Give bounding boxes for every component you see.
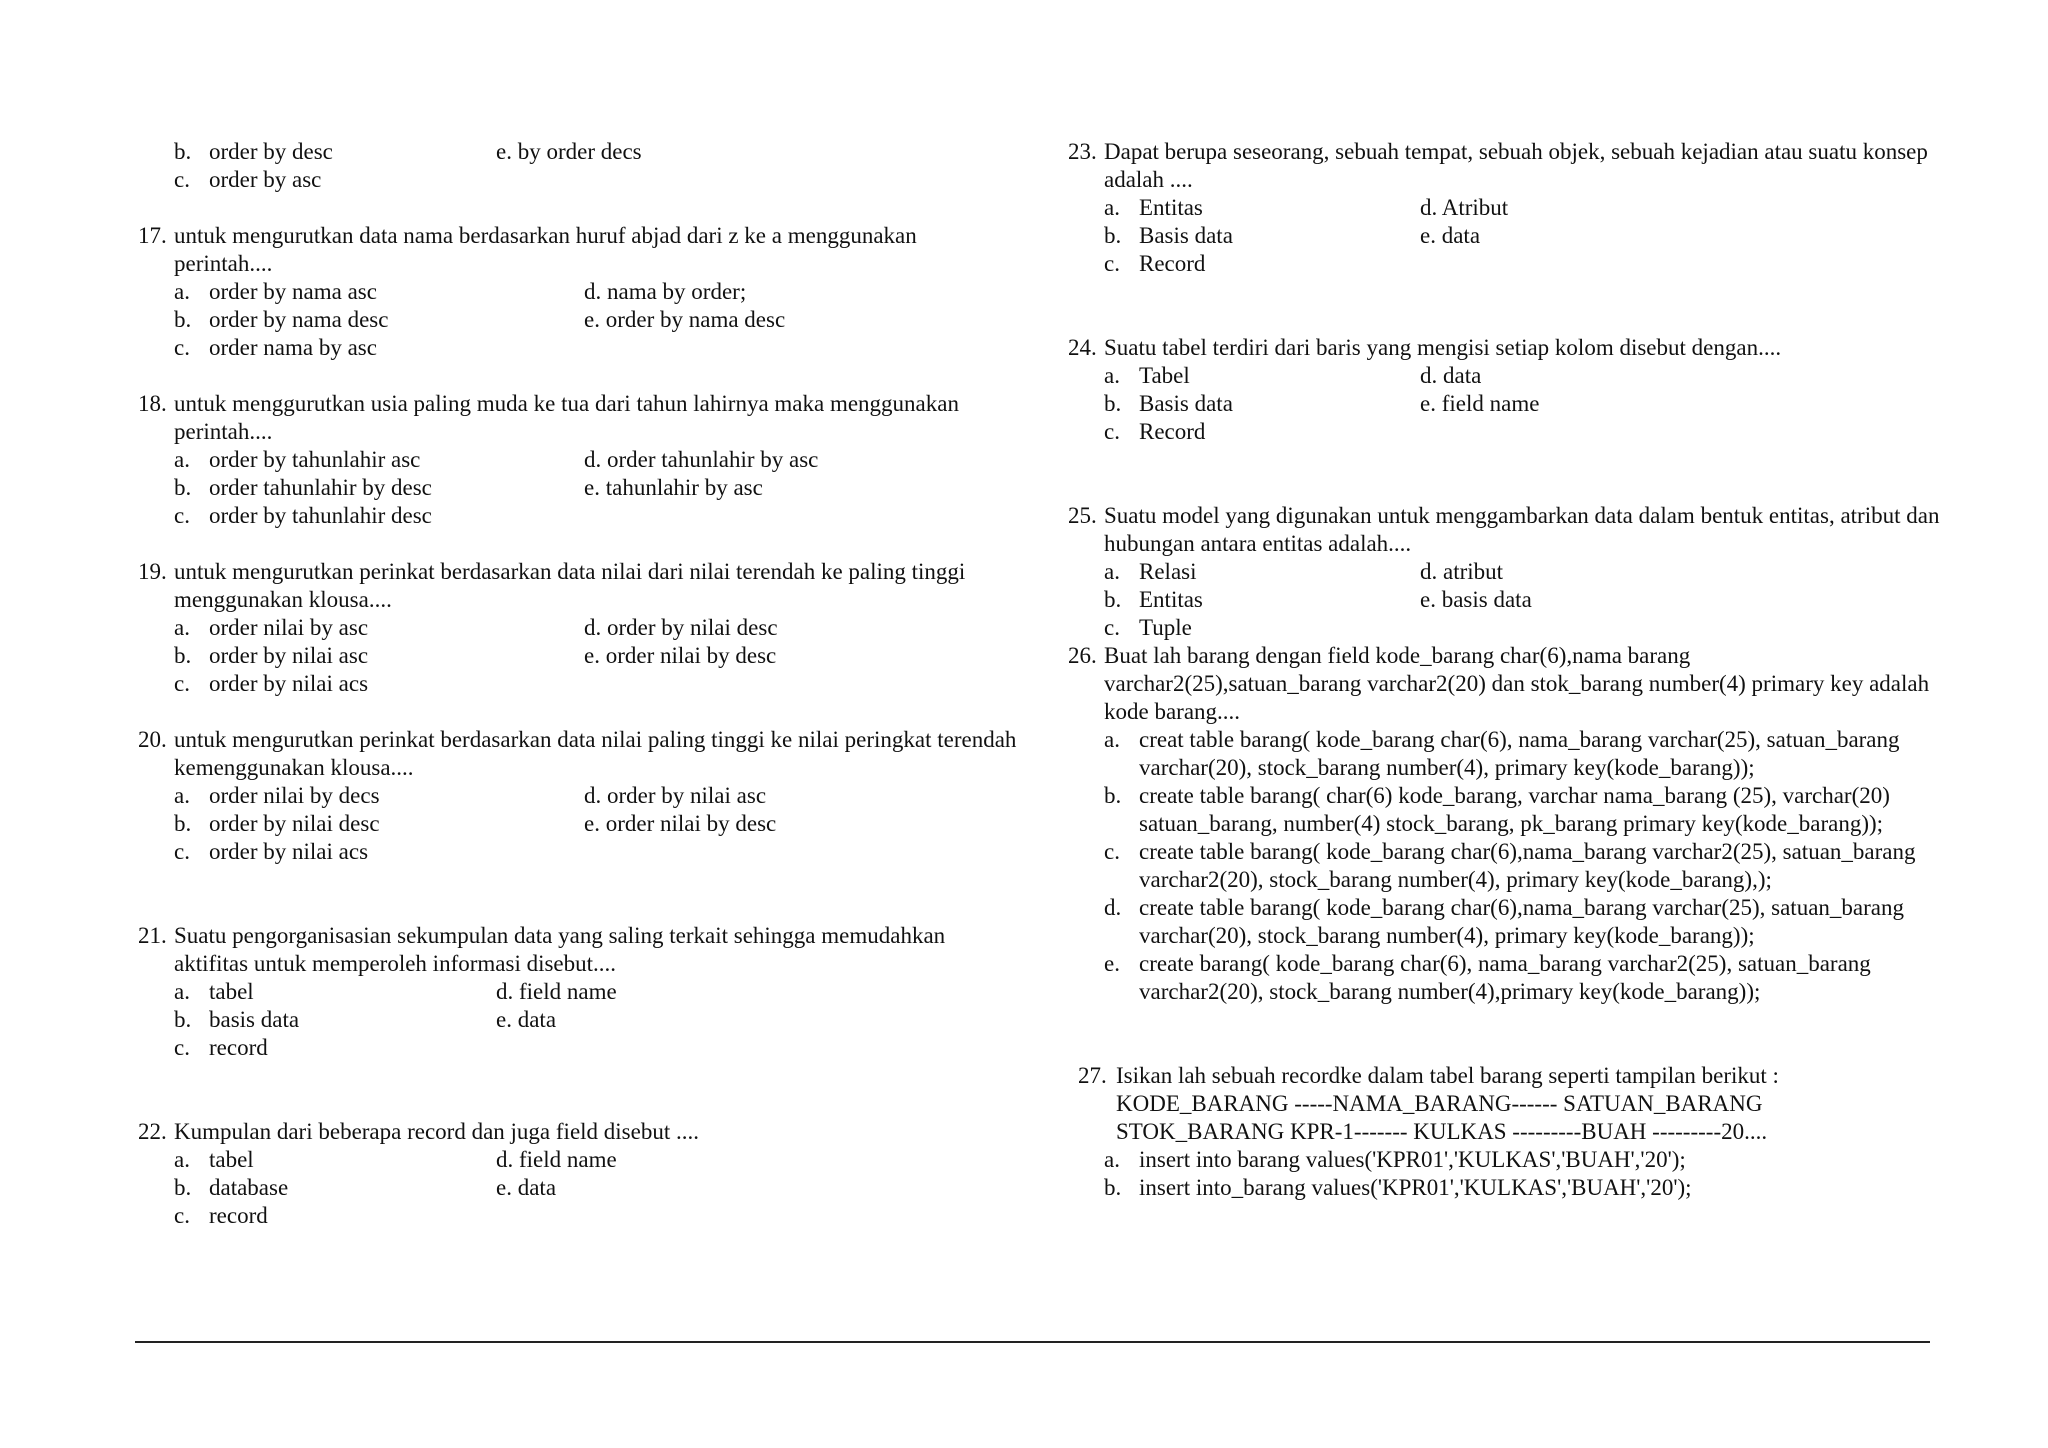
option-b — [174, 1174, 496, 1202]
option-text: Entitas — [1139, 587, 1203, 612]
options-q22 — [174, 1146, 1018, 1230]
option-text: order by nilai acs — [209, 671, 369, 696]
option-letter: b. — [174, 1175, 192, 1200]
question-19 — [138, 558, 1018, 698]
question-text: untuk menggurutkan usia paling muda ke tua dari tahun lahirnya maka menggunakan perintah.... — [174, 391, 959, 444]
option-text: Record — [1139, 251, 1206, 276]
option-empty — [496, 1202, 1018, 1230]
option-d — [496, 1146, 1018, 1174]
option-text: insert into_barang values('KPR01','KULKAS','BUAH','20'); — [1139, 1175, 1692, 1200]
option-letter: d. — [584, 279, 602, 304]
option-text: order by desc — [209, 139, 333, 164]
option-empty — [1420, 250, 1948, 278]
option-a — [174, 278, 584, 306]
option-b — [174, 810, 584, 838]
option-c — [174, 502, 584, 530]
option-letter: c. — [1104, 419, 1120, 444]
option-letter: d. — [1420, 195, 1438, 220]
option-letter: d. — [1420, 559, 1438, 584]
option-e — [584, 474, 1018, 502]
option-letter: a. — [174, 1147, 190, 1172]
option-letter: d. — [1104, 895, 1122, 920]
question-27 — [1068, 1062, 1948, 1202]
option-e — [496, 138, 1018, 166]
option-c — [174, 838, 584, 866]
option-text: nama by order; — [607, 279, 747, 304]
question-stem — [138, 726, 1018, 782]
option-letter: d. — [1420, 363, 1438, 388]
option-c — [174, 166, 496, 194]
option-empty — [1420, 418, 1948, 446]
option-text: creat table barang( kode_barang char(6), nama_barang varchar(25), satuan_barang varchar(20), stock_barang number(4), primary key(kode_barang)); — [1139, 727, 1900, 780]
option-b — [1104, 222, 1420, 250]
option-e — [584, 642, 1018, 670]
question-stem — [138, 922, 1018, 978]
bottom-divider — [135, 1341, 1930, 1343]
option-b — [1104, 1174, 1948, 1202]
option-letter: b. — [1104, 223, 1122, 248]
table-record-line: STOK_BARANG KPR-1------- KULKAS ---------BUAH ---------20.... — [1116, 1119, 1768, 1144]
option-letter: a. — [1104, 727, 1120, 752]
option-letter: a. — [174, 783, 190, 808]
table-header-line: KODE_BARANG -----NAMA_BARANG------ SATUAN_BARANG — [1116, 1091, 1763, 1116]
option-letter: b. — [174, 811, 192, 836]
question-stem — [138, 558, 1018, 614]
option-b — [174, 1006, 496, 1034]
option-b — [174, 306, 584, 334]
option-text: order by nilai acs — [209, 839, 369, 864]
option-letter: b. — [174, 307, 192, 332]
option-text: create table barang( kode_barang char(6),nama_barang varchar(25), satuan_barang varchar(20), stock_barang number(4), primary key(kode_barang)); — [1139, 895, 1904, 948]
option-letter: e. — [1420, 587, 1436, 612]
option-text: order nilai by asc — [209, 615, 369, 640]
option-e — [496, 1174, 1018, 1202]
question-text: Suatu tabel terdiri dari baris yang mengisi setiap kolom disebut dengan.... — [1104, 335, 1782, 360]
option-a — [1104, 362, 1420, 390]
question-17 — [138, 222, 1018, 362]
option-text: order nama by asc — [209, 335, 377, 360]
option-text: order by nilai desc — [209, 811, 380, 836]
option-text: order nilai by desc — [605, 811, 777, 836]
option-empty — [496, 166, 1018, 194]
option-letter: a. — [174, 447, 190, 472]
question-text: Isikan lah sebuah recordke dalam tabel barang seperti tampilan berikut : — [1116, 1063, 1779, 1088]
question-22 — [138, 1118, 1018, 1230]
option-c — [174, 1202, 496, 1230]
question-23 — [1068, 138, 1948, 278]
option-d — [1104, 894, 1948, 950]
option-text: Atribut — [1441, 195, 1509, 220]
option-text: Record — [1139, 419, 1206, 444]
option-letter: c. — [1104, 839, 1120, 864]
option-e — [1420, 390, 1948, 418]
question-number: 17. — [138, 223, 167, 248]
option-b — [1104, 782, 1948, 838]
right-column — [1068, 138, 1948, 1202]
option-a — [174, 1146, 496, 1174]
option-letter: d. — [496, 1147, 514, 1172]
option-text: insert into barang values('KPR01','KULKAS','BUAH','20'); — [1139, 1147, 1686, 1172]
option-letter: b. — [174, 475, 192, 500]
question-text: Buat lah barang dengan field kode_barang char(6),nama barang varchar2(25),satuan_barang varchar2(20) dan stok_barang number(4) primary key adalah kode barang.... — [1104, 643, 1930, 724]
option-text: data — [517, 1007, 557, 1032]
question-number: 26. — [1068, 643, 1097, 668]
option-letter: a. — [1104, 363, 1120, 388]
question-number: 27. — [1078, 1063, 1107, 1088]
option-text: order by nilai asc — [209, 643, 369, 668]
option-letter: b. — [1104, 391, 1122, 416]
option-text: order tahunlahir by desc — [209, 475, 432, 500]
option-letter: d. — [496, 979, 514, 1004]
question-25 — [1068, 502, 1948, 642]
option-d — [1420, 362, 1948, 390]
question-text: Dapat berupa seseorang, sebuah tempat, sebuah objek, sebuah kejadian atau suatu konsep adalah .... — [1104, 139, 1928, 192]
option-a — [1104, 726, 1948, 782]
option-empty — [496, 1034, 1018, 1062]
option-letter: c. — [174, 839, 190, 864]
option-text: basis data — [209, 1007, 300, 1032]
option-d — [584, 782, 1018, 810]
option-empty — [1420, 614, 1948, 642]
option-text: create barang( kode_barang char(6), nama_barang varchar2(25), satuan_barang varchar2(20), stock_barang number(4),primary key(kode_barang)); — [1139, 951, 1871, 1004]
option-text: data — [1443, 363, 1482, 388]
option-a — [174, 614, 584, 642]
option-e — [496, 1006, 1018, 1034]
option-letter: c. — [174, 1035, 190, 1060]
options-q24 — [1104, 362, 1948, 446]
option-c — [1104, 838, 1948, 894]
option-a — [1104, 1146, 1948, 1174]
option-letter: d. — [584, 783, 602, 808]
question-stem — [1068, 334, 1948, 362]
option-c — [1104, 614, 1420, 642]
option-letter: e. — [584, 475, 600, 500]
option-e — [1104, 950, 1948, 1006]
option-c — [174, 1034, 496, 1062]
options-q18 — [174, 446, 1018, 530]
option-e — [1420, 586, 1948, 614]
option-letter: a. — [1104, 1147, 1120, 1172]
option-d — [584, 614, 1018, 642]
options-q20 — [174, 782, 1018, 866]
option-d — [584, 278, 1018, 306]
option-letter: d. — [584, 615, 602, 640]
option-text: order nilai by decs — [209, 783, 380, 808]
option-b — [174, 642, 584, 670]
option-text: Basis data — [1139, 223, 1233, 248]
option-letter: e. — [584, 307, 600, 332]
question-number: 18. — [138, 391, 167, 416]
question-number: 20. — [138, 727, 167, 752]
option-text: atribut — [1443, 559, 1504, 584]
option-letter: b. — [1104, 1175, 1122, 1200]
question-number: 24. — [1068, 335, 1097, 360]
option-letter: a. — [1104, 559, 1120, 584]
option-letter: e. — [1104, 951, 1120, 976]
option-letter: a. — [174, 279, 190, 304]
option-letter: e. — [496, 139, 512, 164]
option-text: order by tahunlahir desc — [209, 503, 432, 528]
option-text: order by asc — [209, 167, 322, 192]
option-empty — [584, 838, 1018, 866]
option-text: order by tahunlahir asc — [209, 447, 421, 472]
question-number: 22. — [138, 1119, 167, 1144]
question-text: untuk mengurutkan perinkat berdasarkan data nilai dari nilai terendah ke paling tinggi menggunakan klousa.... — [174, 559, 966, 612]
question-text: untuk mengurutkan data nama berdasarkan huruf abjad dari z ke a menggunakan perintah.... — [174, 223, 917, 276]
question-text: Suatu pengorganisasian sekumpulan data yang saling terkait sehingga memudahkan aktifitas untuk memperoleh informasi disebut.... — [174, 923, 946, 976]
option-text: Entitas — [1139, 195, 1203, 220]
option-letter: c. — [1104, 251, 1120, 276]
option-c — [174, 334, 584, 362]
option-letter: c. — [174, 671, 190, 696]
option-c — [1104, 250, 1420, 278]
option-text: order by nilai asc — [607, 783, 767, 808]
option-empty — [584, 502, 1018, 530]
option-text: order by nama desc — [209, 307, 389, 332]
options-q21 — [174, 978, 1018, 1062]
option-d — [584, 446, 1018, 474]
option-e — [1420, 222, 1948, 250]
question-18 — [138, 390, 1018, 530]
option-a — [174, 782, 584, 810]
question-stem — [1068, 502, 1948, 558]
left-column — [138, 138, 1018, 1230]
option-text: tahunlahir by asc — [605, 475, 763, 500]
option-a — [1104, 194, 1420, 222]
question-stem — [1068, 138, 1948, 194]
option-letter: d. — [584, 447, 602, 472]
option-text: order by nilai desc — [607, 615, 778, 640]
question-text: untuk mengurutkan perinkat berdasarkan data nilai paling tinggi ke nilai peringkat terendah kemenggunakan klousa.... — [174, 727, 1017, 780]
option-text: tabel — [209, 1147, 254, 1172]
option-text: by order decs — [517, 139, 642, 164]
option-text: order nilai by desc — [605, 643, 777, 668]
option-text: database — [209, 1175, 289, 1200]
option-e — [584, 306, 1018, 334]
option-d — [1420, 194, 1948, 222]
question-stem — [1068, 1062, 1948, 1090]
option-a — [1104, 558, 1420, 586]
question-text: Kumpulan dari beberapa record dan juga field disebut .... — [174, 1119, 699, 1144]
option-text: record — [209, 1035, 268, 1060]
option-text: record — [209, 1203, 268, 1228]
option-e — [584, 810, 1018, 838]
question-16-continued — [138, 138, 1018, 194]
option-text: field name — [1441, 391, 1540, 416]
question-stem — [138, 222, 1018, 278]
option-text: order tahunlahir by asc — [607, 447, 819, 472]
question-number: 25. — [1068, 503, 1097, 528]
options-q19 — [174, 614, 1018, 698]
option-text: order by nama desc — [605, 307, 786, 332]
option-text: data — [1441, 223, 1481, 248]
option-text: create table barang( kode_barang char(6),nama_barang varchar2(25), satuan_barang varchar2(20), stock_barang number(4), primary key(kode_barang),); — [1139, 839, 1916, 892]
option-b — [1104, 586, 1420, 614]
option-letter: c. — [174, 1203, 190, 1228]
option-empty — [584, 334, 1018, 362]
option-text: basis data — [1441, 587, 1532, 612]
option-letter: b. — [1104, 783, 1122, 808]
option-letter: e. — [496, 1175, 512, 1200]
option-text: Basis data — [1139, 391, 1233, 416]
question-20 — [138, 726, 1018, 866]
option-a — [174, 446, 584, 474]
option-letter: c. — [174, 167, 190, 192]
option-b — [174, 474, 584, 502]
options-q16 — [174, 138, 1018, 194]
option-d — [1420, 558, 1948, 586]
option-c — [1104, 418, 1420, 446]
option-letter: a. — [1104, 195, 1120, 220]
option-d — [496, 978, 1018, 1006]
option-letter: b. — [174, 139, 192, 164]
option-letter: a. — [174, 979, 190, 1004]
option-empty — [584, 670, 1018, 698]
option-c — [174, 670, 584, 698]
question-stem — [138, 1118, 1018, 1146]
question-26 — [1068, 642, 1948, 1006]
option-letter: e. — [584, 643, 600, 668]
question-number: 19. — [138, 559, 167, 584]
question-number: 23. — [1068, 139, 1097, 164]
option-letter: b. — [174, 1007, 192, 1032]
question-stem — [138, 390, 1018, 446]
option-text: Tuple — [1139, 615, 1192, 640]
options-q25 — [1104, 558, 1948, 642]
option-b — [1104, 390, 1420, 418]
option-letter: c. — [1104, 615, 1120, 640]
option-text: order by nama asc — [209, 279, 377, 304]
question-21 — [138, 922, 1018, 1062]
option-text: Relasi — [1139, 559, 1197, 584]
options-q17 — [174, 278, 1018, 362]
option-text: Tabel — [1139, 363, 1190, 388]
option-letter: e. — [1420, 223, 1436, 248]
option-text: tabel — [209, 979, 254, 1004]
option-text: field name — [519, 1147, 617, 1172]
question-stem — [1068, 642, 1948, 726]
option-letter: b. — [174, 643, 192, 668]
option-letter: e. — [584, 811, 600, 836]
option-b — [174, 138, 496, 166]
option-a — [174, 978, 496, 1006]
question-text: Suatu model yang digunakan untuk menggambarkan data dalam bentuk entitas, atribut dan hubungan antara entitas adalah.... — [1104, 503, 1940, 556]
option-text: create table barang( char(6) kode_barang, varchar nama_barang (25), varchar(20) satuan_barang, number(4) stock_barang, pk_barang primary key(kode_barang)); — [1139, 783, 1890, 836]
option-text: field name — [519, 979, 617, 1004]
option-letter: a. — [174, 615, 190, 640]
question-number: 21. — [138, 923, 167, 948]
options-q23 — [1104, 194, 1948, 278]
option-letter: b. — [1104, 587, 1122, 612]
option-letter: e. — [496, 1007, 512, 1032]
question-24 — [1068, 334, 1948, 446]
option-text: data — [517, 1175, 557, 1200]
option-letter: c. — [174, 503, 190, 528]
option-letter: e. — [1420, 391, 1436, 416]
option-letter: c. — [174, 335, 190, 360]
